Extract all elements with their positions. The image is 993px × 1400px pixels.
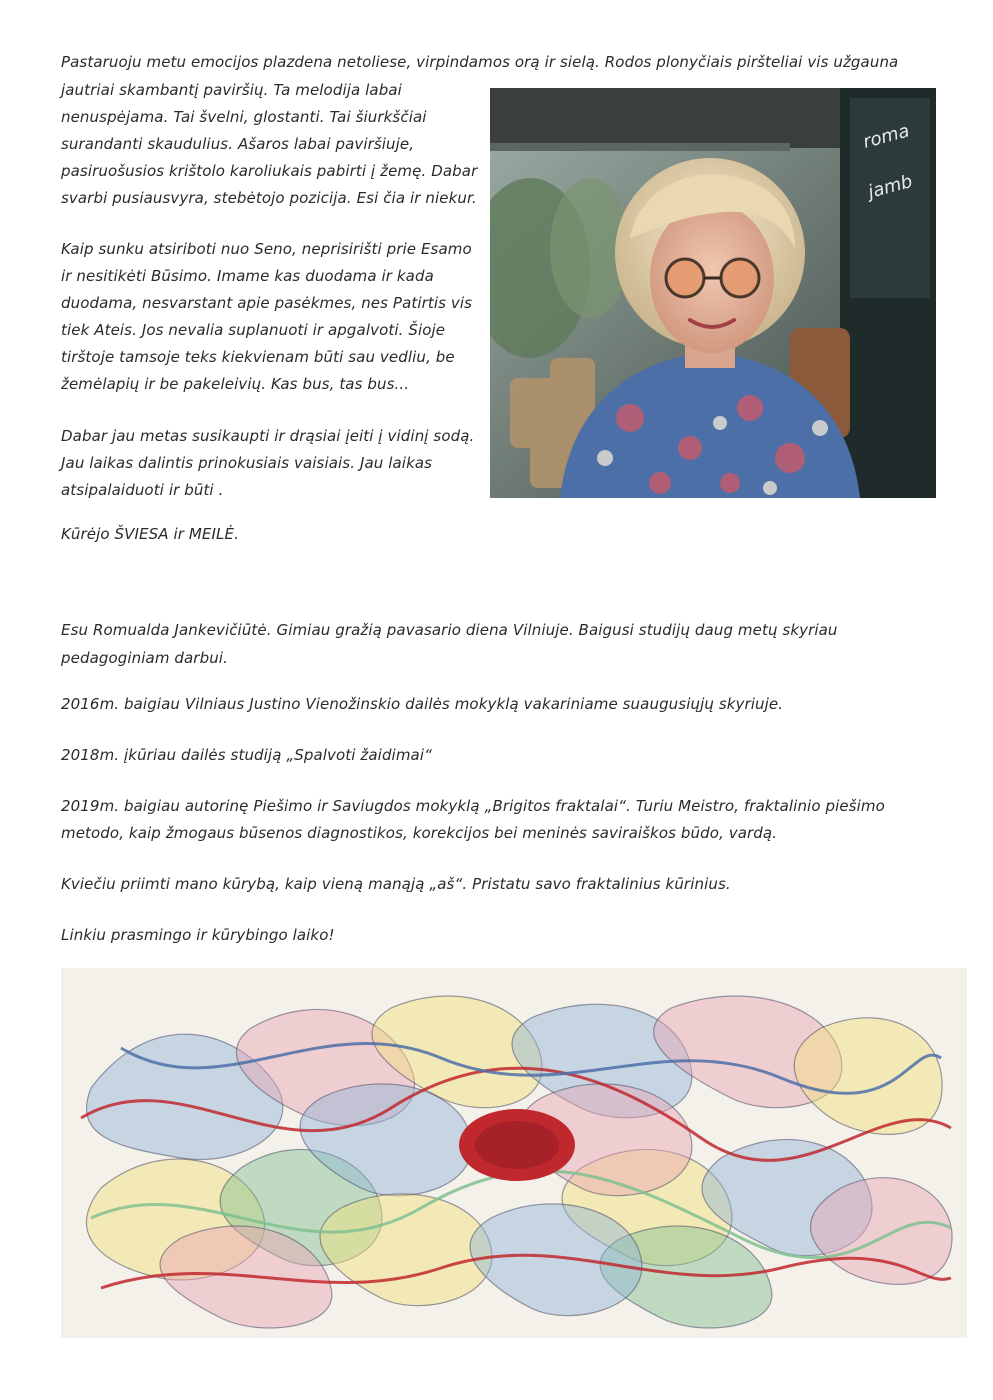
- bio-2018: 2018m. įkūriau dailės studiją „Spalvoti žaidimai“: [61, 746, 432, 764]
- paragraph2-line-6: žemėlapių ir be pakeleivių. Kas bus, tas bus...: [61, 375, 410, 393]
- bio-2016: 2016m. baigiau Vilniaus Justino Vienožinskio dailės mokyklą vakariniame suaugusiųjų skyriuje.: [61, 695, 784, 713]
- portrait-photo-image: [490, 88, 936, 498]
- fractal-artwork-image: [61, 968, 967, 1338]
- paragraph3-line-1: Dabar jau metas susikaupti ir drąsiai įeiti į vidinį sodą.: [61, 427, 475, 445]
- paragraph2-line-3: duodama, nesvarstant apie pasėkmes, nes Patirtis vis: [61, 294, 473, 312]
- svg-text:roma: roma: [860, 120, 912, 153]
- intro-line-2: jautriai skambantį paviršių. Ta melodija labai: [61, 81, 402, 99]
- paragraph2-line-2: ir nesitikėti Būsimo. Imame kas duodama ir kada: [61, 267, 434, 285]
- fractal-artwork: [61, 968, 967, 1338]
- bio-line-2: pedagoginiam darbui.: [61, 649, 228, 667]
- intro-line-1: Pastaruoju metu emocijos plazdena netoliese, virpindamos orą ir sielą. Rodos plonyčiais piršteliai vis užgauna: [61, 53, 899, 71]
- intro-line-6: svarbi pusiausvyra, stebėtojo pozicija. Esi čia ir niekur.: [61, 189, 477, 207]
- intro-line-4: surandanti skaudulius. Ašaros labai paviršiuje,: [61, 135, 415, 153]
- paragraph3-line-3: atsipalaiduoti ir būti .: [61, 481, 224, 499]
- bio-line-1: Esu Romualda Jankevičiūtė. Gimiau gražią pavasario diena Vilniuje. Baigusi studijų daug metų skyriau: [61, 621, 838, 639]
- intro-line-3: nenuspėjama. Tai švelni, glostanti. Tai šiurkščiai: [61, 108, 427, 126]
- intro-line-5: pasiruošusios krištolo karoliukais pabirti į žemę. Dabar: [61, 162, 478, 180]
- paragraph2-line-4: tiek Ateis. Jos nevalia suplanuoti ir apgalvoti. Šioje: [61, 321, 446, 339]
- closing-line: Kūrėjo ŠVIESA ir MEILĖ.: [61, 525, 239, 543]
- paragraph3-line-2: Jau laikas dalintis prinokusiais vaisiais. Jau laikas: [61, 454, 433, 472]
- paragraph2-line-1: Kaip sunku atsiriboti nuo Seno, neprisirišti prie Esamo: [61, 240, 472, 258]
- svg-text:jamb: jamb: [865, 170, 915, 203]
- bio-2019-line-2: metodo, kaip žmogaus būsenos diagnostikos, korekcijos bei meninės saviraiškos būdo, vardą.: [61, 824, 778, 842]
- portrait-photo: [490, 88, 936, 498]
- bio-wish: Linkiu prasmingo ir kūrybingo laiko!: [61, 926, 335, 944]
- paragraph2-line-5: tirštoje tamsoje teks kiekvienam būti sau vedliu, be: [61, 348, 455, 366]
- bio-invite: Kviečiu priimti mano kūrybą, kaip vieną manąją „aš“. Pristatu savo fraktalinius kūrinius.: [61, 875, 731, 893]
- bio-2019-line-1: 2019m. baigiau autorinę Piešimo ir Saviugdos mokyklą „Brigitos fraktalai“. Turiu Meistro, fraktalinio piešimo: [61, 797, 885, 815]
